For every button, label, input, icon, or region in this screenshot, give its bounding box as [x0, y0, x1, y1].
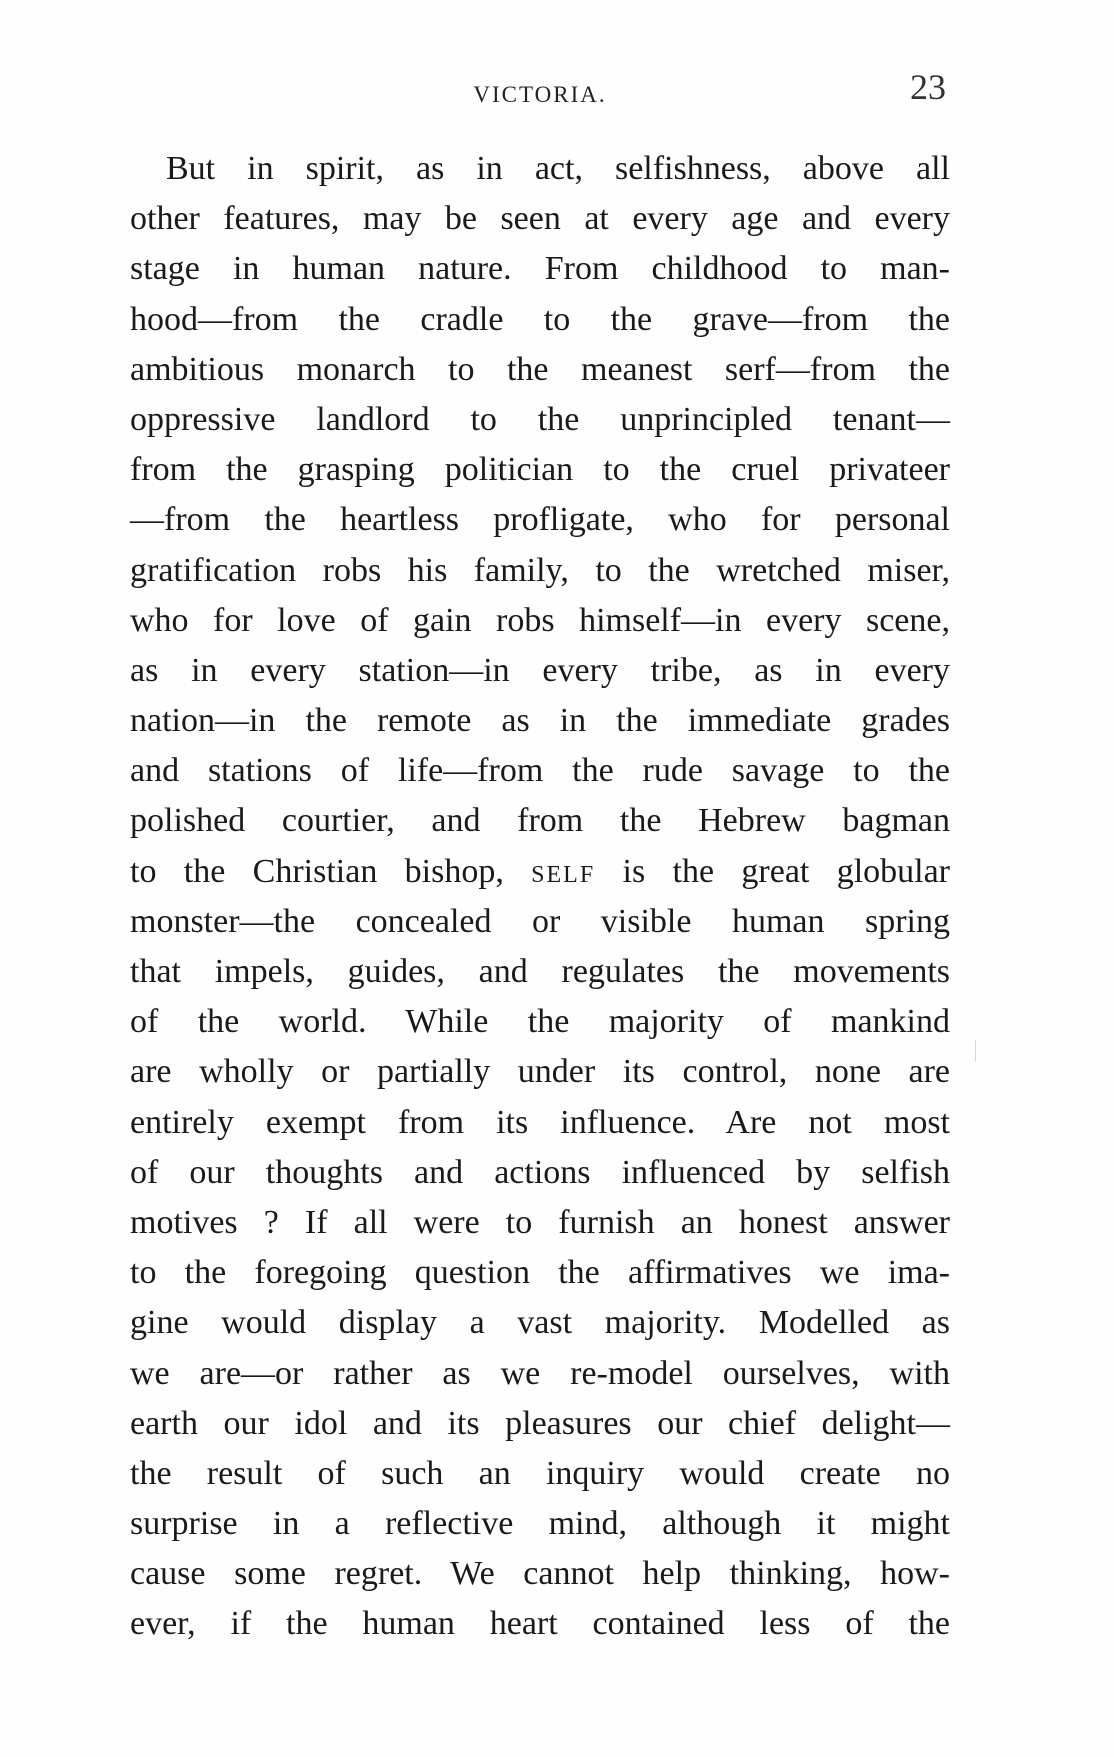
text-line: earth our idol and its pleasures our chief delight—	[130, 1404, 950, 1442]
text-line: monster—the concealed or visible human spring	[130, 902, 950, 940]
text-line: hood—from the cradle to the grave—from the	[130, 300, 950, 338]
page-number: 23	[910, 67, 946, 107]
text-line: who for love of gain robs himself—in every scene,	[130, 601, 950, 639]
text-line: other features, may be seen at every age and every	[130, 200, 950, 238]
body-text	[130, 144, 950, 1650]
text-line: and stations of life—from the rude savage to the	[130, 752, 950, 790]
text-line: oppressive landlord to the unprincipled tenant—	[130, 400, 950, 438]
text-line: as in every station—in every tribe, as in every	[130, 651, 950, 689]
text-line: But in spirit, as in act, selfishness, above all	[166, 150, 950, 187]
text-line: that impels, guides, and regulates the movements	[130, 953, 950, 990]
text-line: of the world. While the majority of mankind	[130, 1003, 950, 1041]
text-line: gine would display a vast majority. Modelled as	[130, 1304, 950, 1342]
text-line: the result of such an inquiry would create no	[130, 1454, 950, 1492]
text-line: surprise in a reflective mind, although it might	[130, 1505, 950, 1543]
text-line: cause some regret. We cannot help thinking, how-	[130, 1555, 950, 1593]
text-line: ever, if the human heart contained less of the	[130, 1605, 950, 1643]
small-caps-word: SELF	[531, 861, 596, 888]
text-line: —from the heartless profligate, who for personal	[130, 501, 950, 539]
running-title: VICTORIA.	[473, 82, 607, 107]
margin-mark	[975, 1040, 976, 1062]
text-line: entirely exempt from its influence. Are not most	[130, 1103, 950, 1141]
text-line: gratification robs his family, to the wretched miser,	[130, 551, 950, 589]
text-line: stage in human nature. From childhood to man-	[130, 250, 950, 288]
text-line: nation—in the remote as in the immediate grades	[130, 702, 950, 740]
text-line: are wholly or partially under its control, none are	[130, 1053, 950, 1091]
text-line: to the foregoing question the affirmatives we ima-	[130, 1254, 950, 1292]
running-head	[130, 66, 950, 106]
text-line: ambitious monarch to the meanest serf—from the	[130, 350, 950, 388]
text-line: from the grasping politician to the cruel privateer	[130, 451, 950, 489]
text-line: motives ? If all were to furnish an honest answer	[130, 1203, 950, 1241]
text-line: of our thoughts and actions influenced by selfish	[130, 1153, 950, 1191]
text-line: we are—or rather as we re-model ourselves, with	[130, 1354, 950, 1392]
text-line: polished courtier, and from the Hebrew bagman	[130, 802, 950, 840]
text-line: to the Christian bishop, SELF is the great globular	[130, 852, 950, 890]
